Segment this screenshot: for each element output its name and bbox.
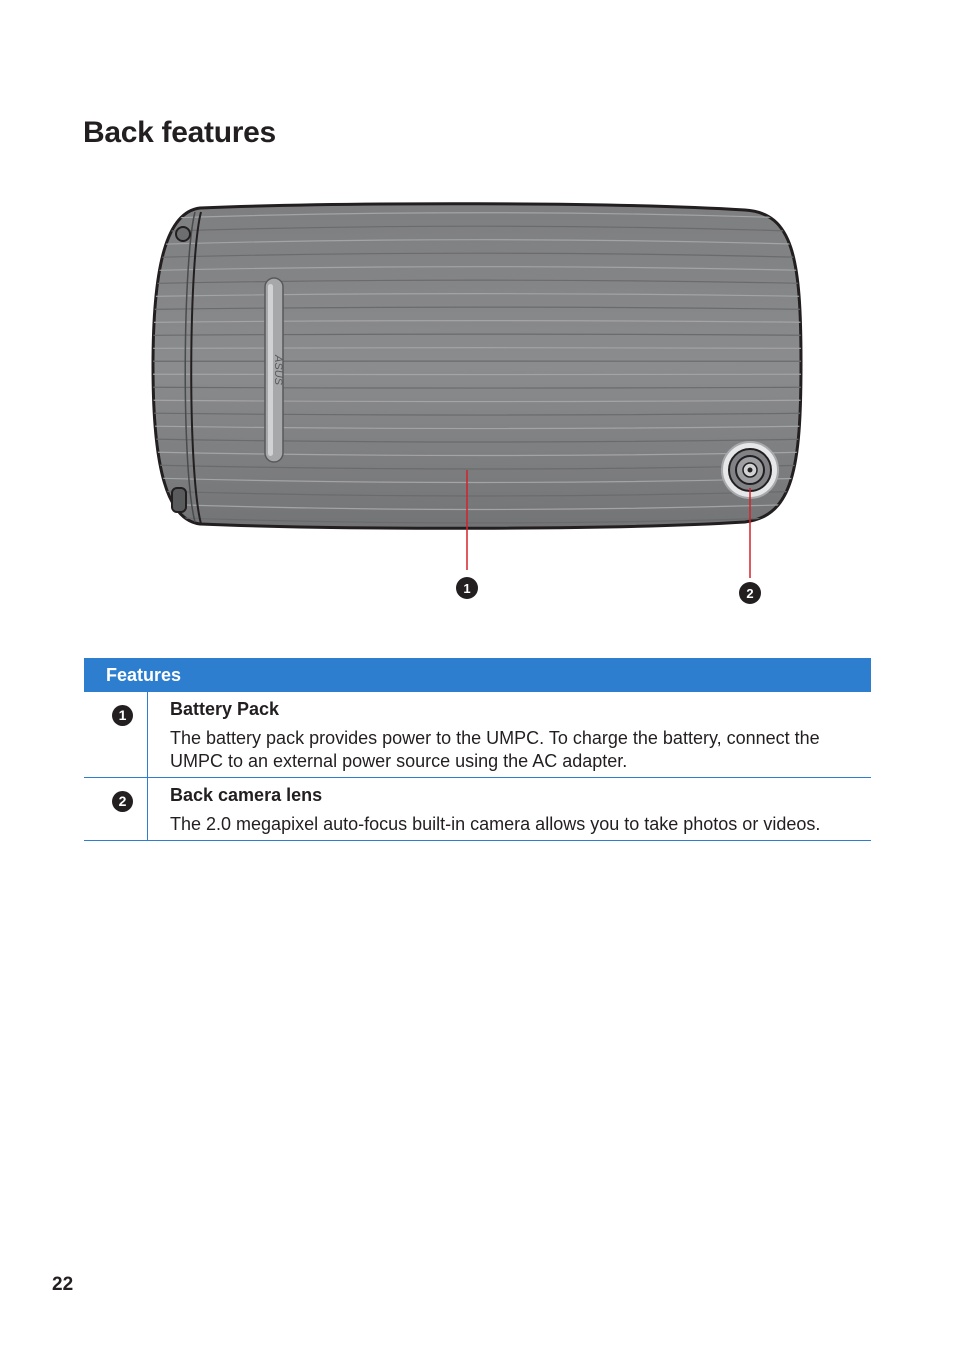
lanyard-hole-icon: [176, 227, 190, 241]
callout-marker-1: [456, 577, 478, 599]
page-number: 22: [52, 1274, 74, 1295]
stylus-slot: [172, 488, 186, 512]
device-back-illustration: [145, 198, 815, 618]
table-row: [84, 778, 871, 841]
feature-number-badge: 1: [112, 705, 133, 726]
svg-text:1: 1: [463, 581, 471, 596]
feature-description: The battery pack provides power to the UMPC. To charge the battery, connect the UMPC to an external power source using the AC adapter.: [170, 728, 820, 771]
features-table: [84, 658, 871, 841]
table-row: [84, 692, 871, 778]
callout-marker-2: [739, 582, 761, 604]
asus-logo-strip: [265, 278, 284, 462]
svg-text:2: 2: [746, 586, 754, 601]
feature-description: The 2.0 megapixel auto-focus built-in camera allows you to take photos or videos.: [170, 814, 821, 834]
feature-name: Back camera lens: [170, 785, 323, 805]
asus-logo-text: ASUS: [272, 355, 284, 385]
features-table-header: Features: [84, 658, 871, 692]
device-body: [145, 204, 815, 529]
feature-name: Battery Pack: [170, 699, 280, 719]
feature-number-badge: 2: [112, 791, 133, 812]
page-title: Back features: [83, 116, 276, 149]
